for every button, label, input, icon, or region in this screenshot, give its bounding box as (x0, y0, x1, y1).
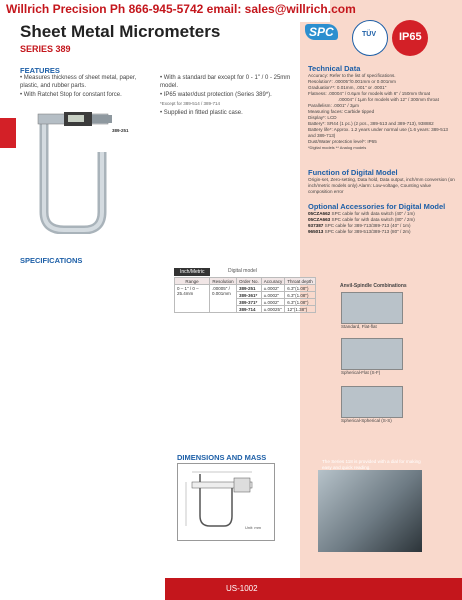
tech-line: Dust/Water protection level*: IP65 (308, 139, 377, 144)
feature-item: • With a standard bar except for 0 - 1" / 0 - 25mm model. (160, 75, 291, 89)
table-row (175, 285, 316, 292)
technical-data-list (308, 73, 456, 151)
tuv-seal-icon (352, 20, 388, 56)
column-header: Throat depth (285, 278, 316, 285)
sheet-metal-micrometer-image (24, 112, 114, 234)
feature-item: • Measures thickness of sheet metal, paper, plastic, and rubber parts. (20, 75, 137, 89)
page-title: Sheet Metal Micrometers (20, 22, 221, 41)
range-cell: 0 – 1" / 0 – 25.4mm (175, 285, 210, 313)
digital-function-text: Origin-set, Zero-setting, Data hold, Data output, inch/mm conversion (on inch/metric models only) Alarm: Low-voltage, Counting value composition error (308, 177, 455, 194)
tech-line: Measuring faces: Carbide tipped (308, 109, 375, 114)
column-header: Resolution (210, 278, 237, 285)
order-cell: 389-251 (237, 285, 262, 292)
depth-cell: 6.3"(1.08") (285, 292, 316, 299)
tech-line: Battery life*: Approx. 1.2 years under normal use (1.6 years: 389-513 and 389-713) (308, 127, 448, 138)
dimensions-unit: Unit: mm (245, 525, 261, 530)
digital-model-label: Digital model (228, 268, 257, 274)
accuracy-cell: ±.0002" (261, 292, 285, 299)
tech-line: Resolution*: .00005"/0.001mm or 0.001mm (308, 79, 396, 84)
order-cell: 389-714 (237, 306, 262, 313)
accuracy-cell: ±.00025" (261, 306, 285, 313)
features-heading: FEATURES (20, 66, 60, 75)
accessory-item: 05CZA662 SPC cable for with data switch (40" / 1m) (308, 211, 415, 216)
tuv-badge-text: TÜV (362, 31, 376, 38)
specifications-heading: SPECIFICATIONS (20, 256, 83, 265)
digital-function-heading: Function of Digital Model (308, 168, 398, 177)
footer-bar (165, 578, 462, 600)
tech-line: *Digital models ** Analog models (308, 145, 367, 150)
photo-caption: The Series 118 is provided with a dial for making easy and quick reading. (322, 459, 421, 470)
anvil-label: Spherical-Spherical (S-S) (341, 418, 392, 423)
feature-item: • With Ratchet Stop for constant force. (20, 92, 122, 98)
column-header: Accuracy (261, 278, 285, 285)
accessory-item: 05CZA663 SPC cable for with data switch (80" / 2m) (308, 217, 415, 222)
tech-line: Graduation**: 0.01mm, .001" or .0001" (308, 85, 387, 90)
table-header-row (175, 278, 316, 285)
anvil-spherical-spherical-image (341, 386, 403, 418)
tech-line: Parallelism: .0001" / 3µm (308, 103, 360, 108)
micrometer-in-use-photo (318, 470, 422, 552)
section-tab-marker (0, 118, 16, 148)
tech-line: .00004" / 1µm for models with 12" / 300mm throat (338, 97, 439, 102)
accuracy-cell: ±.0002" (261, 285, 285, 292)
dimensions-heading: DIMENSIONS AND MASS (177, 453, 267, 462)
optional-accessories-heading: Optional Accessories for Digital Model (308, 202, 446, 211)
feature-note: *Except for 389-514 / 389-714 (160, 101, 221, 106)
accessory-item: 937387 SPC cable for 389-713/389-713 (40" / 1m) (308, 223, 411, 228)
order-cell: 389-361* (237, 292, 262, 299)
feature-item: • Supplied in fitted plastic case. (160, 110, 243, 116)
ip65-badge-text: IP65 (399, 31, 422, 43)
depth-cell: 6.3"(1.08") (285, 285, 316, 292)
resolution-cell: .00005" / 0.001mm (210, 285, 237, 313)
anvil-label: Standard, Flat-flat (341, 324, 377, 329)
order-cell: 389-371* (237, 299, 262, 306)
technical-data-heading: Technical Data (308, 64, 361, 73)
tech-line: Accuracy: Refer to the list of specifications. (308, 73, 396, 78)
optional-accessories-list (308, 211, 458, 235)
column-header: Range (175, 278, 210, 285)
features-right-list (160, 74, 298, 118)
anvil-combinations-heading: Anvil-Spindle Combinations (340, 283, 407, 289)
banner-contact-text: Willrich Precision Ph 866-945-5742 email: sales@willrich.com (6, 2, 356, 16)
series-label: SERIES 389 (20, 44, 71, 54)
accuracy-cell: ±.0002" (261, 299, 285, 306)
tab-inch-metric: Inch/Metric (174, 268, 210, 276)
anvil-flat-flat-image (341, 292, 403, 324)
features-left-list (20, 74, 150, 100)
tech-line: Battery*: SR44 (1 pc.) (2 pcs., 389-513 and 389-713), 938882 (308, 121, 434, 126)
feature-item: • IP65 water/dust protection (Series 389*). (160, 92, 272, 98)
product-model-label: 389-251 (112, 128, 129, 133)
column-header: Order No. (237, 278, 262, 285)
depth-cell: 6.3"(1.08") (285, 299, 316, 306)
tech-line: Display*: LCD (308, 115, 337, 120)
accessory-item: 965013 SPC cable for 389-513/389-713 (80" / 2m) (308, 229, 411, 234)
anvil-label: Spherical-Flat (S-F) (341, 370, 381, 375)
tech-line: Flatness: .00004" / 0.6µm for models with 6" / 150mm throat (308, 91, 431, 96)
spc-badge: SPC (305, 24, 338, 40)
page-number: US-1002 (226, 584, 258, 593)
anvil-spherical-flat-image (341, 338, 403, 370)
specifications-table (174, 277, 316, 313)
depth-cell: 12"(1.38") (285, 306, 316, 313)
